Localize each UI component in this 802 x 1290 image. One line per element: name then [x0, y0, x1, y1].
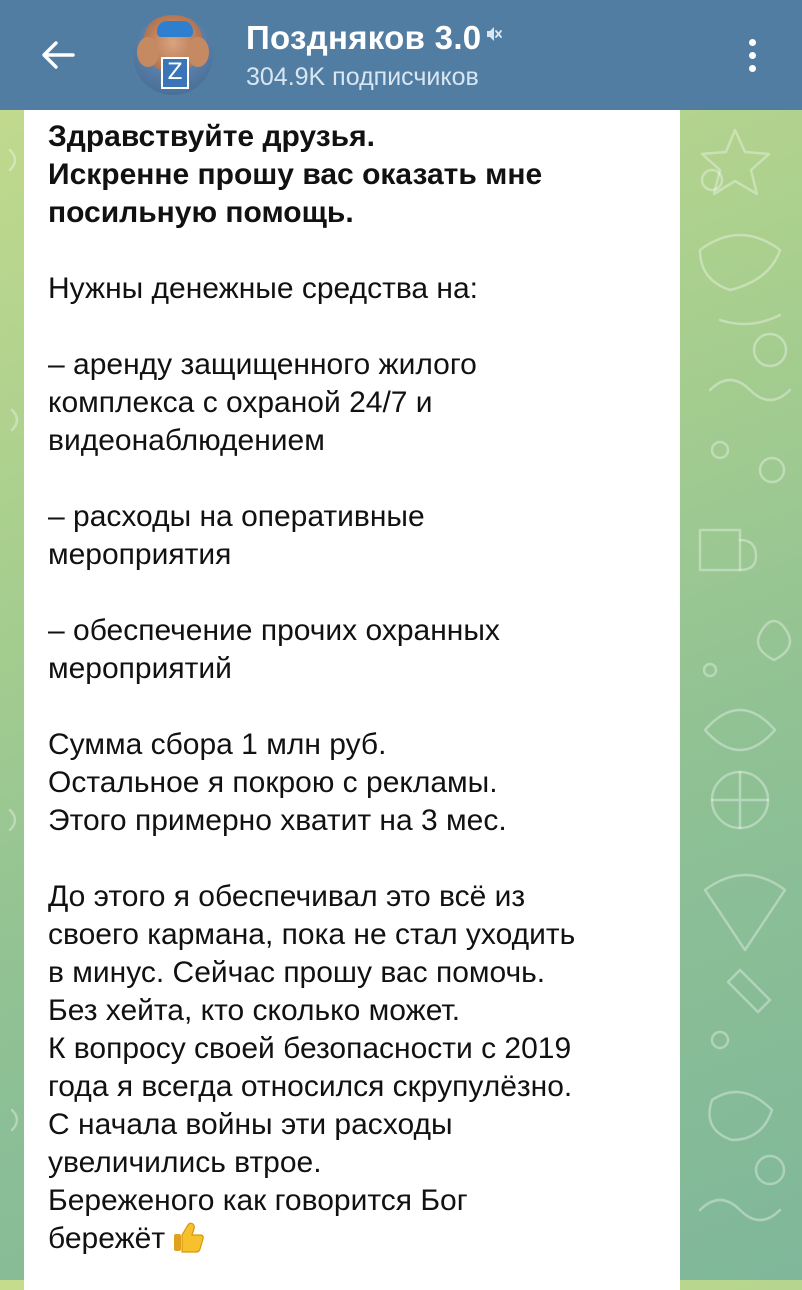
channel-title-text: Поздняков 3.0 [246, 19, 482, 56]
paragraph-gap [48, 688, 668, 726]
arrow-left-icon [41, 40, 75, 70]
message-line: Сумма сбора 1 млн руб. [48, 728, 387, 761]
message-line: До этого я обеспечивал это всё из [48, 880, 526, 913]
paragraph-gap [48, 308, 668, 346]
more-vertical-icon [749, 39, 756, 46]
message-line: своего кармана, пока не стал уходить [48, 918, 576, 951]
message-line: Нужны денежные средства на: [48, 272, 479, 305]
message-line: К вопросу своей безопасности с 2019 [48, 1032, 572, 1065]
avatar-arm-right [187, 37, 209, 67]
paragraph-gap [48, 232, 668, 270]
message-line-last [48, 1220, 668, 1258]
avatar-letter: Z [161, 57, 189, 89]
channel-info[interactable] [246, 18, 503, 94]
message-line: – обеспечение прочих охранных [48, 614, 500, 647]
message-line: комплекса с охраной 24/7 и [48, 386, 433, 419]
message-line: Береженого как говорится Бог [48, 1184, 468, 1217]
message-line: – расходы на оперативные [48, 500, 425, 533]
channel-title [246, 18, 503, 58]
message-line: Этого примерно хватит на 3 мес. [48, 804, 507, 837]
message-line: года я всегда относился скрупулёзно. [48, 1070, 573, 1103]
avatar-arm-left [137, 37, 159, 67]
message-line: мероприятий [48, 652, 232, 685]
avatar-cap [157, 21, 193, 37]
more-vertical-icon-dot [749, 52, 756, 59]
message-line: – аренду защищенного жилого [48, 348, 477, 381]
message-line: увеличились втрое. [48, 1146, 322, 1179]
chat-header [0, 0, 802, 110]
message-line: Остальное я покрою с рекламы. [48, 766, 498, 799]
more-menu-button[interactable] [730, 30, 774, 80]
message-bubble[interactable] [24, 110, 680, 1290]
message-line: видеонаблюдением [48, 424, 325, 457]
paragraph-gap [48, 460, 668, 498]
channel-avatar[interactable] [133, 15, 213, 95]
thumbs-up-icon [171, 1220, 205, 1254]
message-line: Искренне прошу вас оказать мне [48, 158, 543, 191]
message-line: мероприятия [48, 538, 232, 571]
message-line: Без хейта, кто сколько может. [48, 994, 461, 1027]
message-line: посильную помощь. [48, 196, 354, 229]
message-line: бережёт [48, 1222, 166, 1255]
message-line: в минус. Сейчас прошу вас помочь. [48, 956, 546, 989]
back-button[interactable] [30, 27, 86, 83]
paragraph-gap [48, 574, 668, 612]
message-line: Здравствуйте друзья. [48, 120, 375, 153]
more-vertical-icon-dot [749, 65, 756, 72]
muted-speaker-icon [485, 25, 503, 43]
message-text [48, 118, 668, 1258]
message-line: С начала войны эти расходы [48, 1108, 453, 1141]
paragraph-gap [48, 840, 668, 878]
subscriber-count: 304.9K подписчиков [246, 63, 479, 91]
